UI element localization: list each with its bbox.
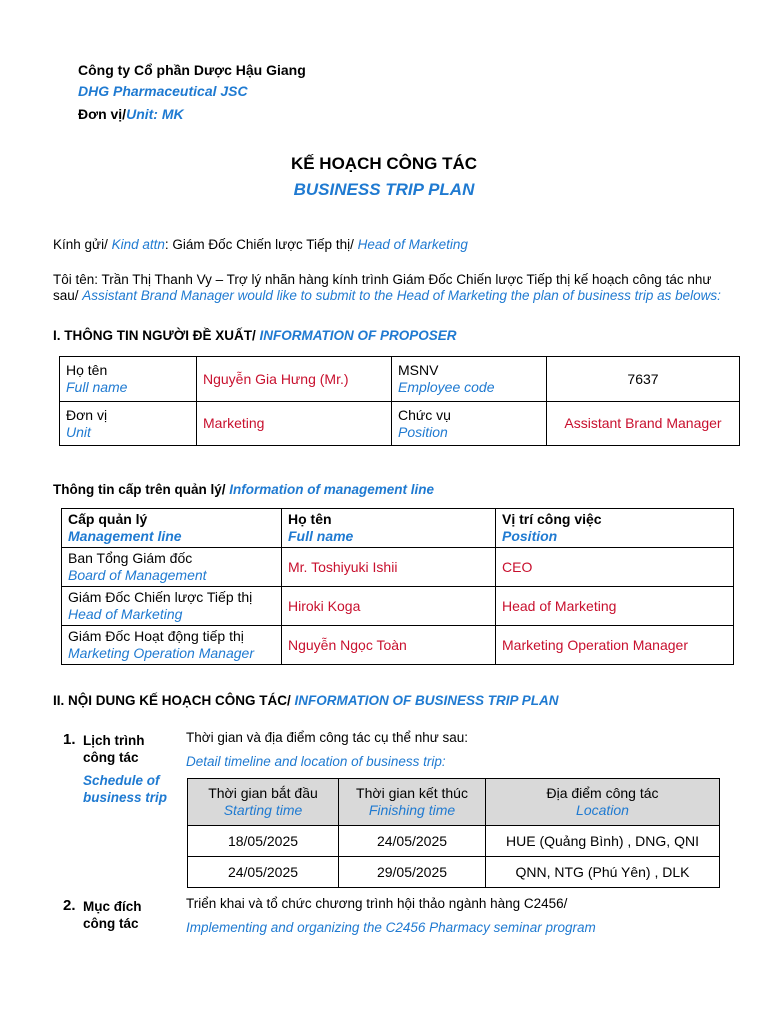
level-vi: Giám Đốc Hoạt động tiếp thị: [68, 628, 244, 644]
attn-line: [53, 237, 468, 252]
location-cell: QNN, NTG (Phú Yên) , DLK: [486, 857, 720, 888]
attn-head: Head of Marketing: [357, 237, 468, 252]
name-cell: Hiroki Koga: [282, 587, 496, 626]
name-cell: Nguyễn Ngọc Toàn: [282, 626, 496, 665]
item2-desc-vi: Triển khai và tổ chức chương trình hội thảo ngành hàng C2456/: [186, 896, 568, 911]
header-en: Management line: [68, 528, 182, 544]
proposer-table: [59, 356, 740, 446]
position-cell: Marketing Operation Manager: [496, 626, 734, 665]
header-en: Starting time: [223, 802, 303, 818]
management-title-vi: Thông tin cấp trên quản lý/: [53, 482, 230, 497]
intro-line-1: Tôi tên: Trần Thị Thanh Vy – Trợ lý nhãn hàng kính trình Giám Đốc Chiến lược Tiếp thị kế hoạch công tác như: [53, 272, 712, 287]
table-header-row: [62, 509, 734, 548]
item1-label-en-2: business trip: [83, 790, 168, 805]
management-table: [61, 508, 734, 665]
header-en: Position: [502, 528, 558, 544]
section1-title-vi: I. THÔNG TIN NGƯỜI ĐỀ XUẤT/: [53, 328, 260, 343]
label-en: Unit: [66, 423, 91, 440]
item1-desc-en: Detail timeline and location of business trip:: [186, 754, 446, 769]
label-vi: Họ tên: [66, 362, 108, 378]
header-cell: [339, 779, 486, 826]
header-cell: [282, 509, 496, 548]
header-en: Finishing time: [368, 802, 456, 818]
label-en: Position: [398, 423, 448, 440]
position-cell: CEO: [496, 548, 734, 587]
level-cell: [62, 626, 282, 665]
header-cell: [486, 779, 720, 826]
start-cell: 24/05/2025: [188, 857, 339, 888]
level-en: Head of Marketing: [68, 606, 183, 622]
position-cell: Head of Marketing: [496, 587, 734, 626]
label-cell: [60, 357, 197, 402]
header-vi: Họ tên: [288, 511, 332, 527]
table-row: [188, 826, 720, 857]
management-title-en: Information of management line: [229, 482, 435, 497]
unit-line: [78, 106, 184, 122]
end-cell: 24/05/2025: [339, 826, 486, 857]
label-en: Full name: [66, 379, 128, 395]
table-header-row: [188, 779, 720, 826]
header-vi: Vị trí công việc: [502, 511, 602, 527]
attn-kind: Kind attn: [111, 237, 165, 252]
start-cell: 18/05/2025: [188, 826, 339, 857]
level-vi: Giám Đốc Chiến lược Tiếp thị: [68, 589, 253, 605]
label-vi: Chức vụ: [398, 406, 451, 423]
level-cell: [62, 548, 282, 587]
section2-title: [53, 693, 559, 708]
section2-title-en: INFORMATION OF BUSINESS TRIP PLAN: [294, 693, 559, 708]
header-vi: Thời gian bắt đầu: [208, 785, 318, 801]
header-vi: Địa điểm công tác: [546, 785, 659, 801]
item2-label: [83, 898, 142, 932]
level-vi: Ban Tổng Giám đốc: [68, 550, 193, 566]
label-en: Employee code: [398, 379, 495, 395]
header-vi: Thời gian kết thúc: [356, 785, 468, 801]
attn-middle: : Giám Đốc Chiến lược Tiếp thị/: [164, 237, 358, 252]
item1-label-vi-2: công tác: [83, 750, 139, 765]
value-cell: Nguyễn Gia Hưng (Mr.): [197, 357, 392, 402]
label-vi: Đơn vị: [66, 406, 108, 423]
section1-title-en: INFORMATION OF PROPOSER: [259, 328, 457, 343]
label-cell: [60, 402, 197, 446]
item2-label-vi-2: công tác: [83, 916, 139, 931]
header-vi: Cấp quản lý: [68, 511, 148, 527]
name-cell: Mr. Toshiyuki Ishii: [282, 548, 496, 587]
attn-prefix: Kính gửi/: [53, 237, 112, 252]
unit-prefix: Đơn vị/: [78, 106, 127, 122]
item2-number: 2.: [63, 897, 76, 914]
item1-desc-vi: Thời gian và địa điểm công tác cụ thể như sau:: [186, 730, 469, 745]
section1-title: [53, 328, 456, 343]
company-name: Công ty Cổ phần Dược Hậu Giang: [78, 62, 306, 78]
unit-value: Unit: MK: [126, 106, 184, 122]
end-cell: 29/05/2025: [339, 857, 486, 888]
level-cell: [62, 587, 282, 626]
management-title: [53, 482, 434, 497]
label-vi: MSNV: [398, 362, 439, 378]
table-row: [188, 857, 720, 888]
header-en: Location: [576, 802, 629, 818]
item1-label: [83, 732, 167, 806]
header-cell: [496, 509, 734, 548]
schedule-table: [187, 778, 720, 888]
item2-label-vi-1: Mục đích: [83, 899, 142, 914]
doc-title: KẾ HOẠCH CÔNG TÁC: [290, 154, 478, 173]
table-row: [60, 357, 740, 402]
table-row: [62, 587, 734, 626]
header-cell: [62, 509, 282, 548]
value-cell: Assistant Brand Manager: [547, 402, 740, 446]
item1-number: 1.: [63, 731, 76, 748]
table-row: [62, 626, 734, 665]
item1-label-vi-1: Lịch trình: [83, 733, 145, 748]
item2-desc-en: Implementing and organizing the C2456 Pharmacy seminar program: [186, 920, 596, 935]
level-en: Marketing Operation Manager: [68, 645, 254, 661]
header-en: Full name: [288, 528, 354, 544]
intro-en: Assistant Brand Manager would like to submit to the Head of Marketing the plan of business trip as belows:: [82, 288, 721, 303]
header-cell: [188, 779, 339, 826]
location-cell: HUE (Quảng Bình) , DNG, QNI: [486, 826, 720, 857]
label-cell: [392, 402, 547, 446]
value-cell: Marketing: [197, 402, 392, 446]
value-cell: 7637: [547, 357, 740, 402]
table-row: [62, 548, 734, 587]
intro-line-2: [53, 288, 721, 303]
item1-label-en-1: Schedule of: [83, 773, 160, 788]
section2-title-vi: II. NỘI DUNG KẾ HOẠCH CÔNG TÁC/: [53, 693, 295, 708]
label-cell: [392, 357, 547, 402]
intro-prefix: sau/: [53, 288, 83, 303]
level-en: Board of Management: [68, 567, 207, 583]
doc-title-en: BUSINESS TRIP PLAN: [293, 180, 475, 199]
company-name-en: DHG Pharmaceutical JSC: [78, 83, 248, 99]
table-row: [60, 402, 740, 446]
